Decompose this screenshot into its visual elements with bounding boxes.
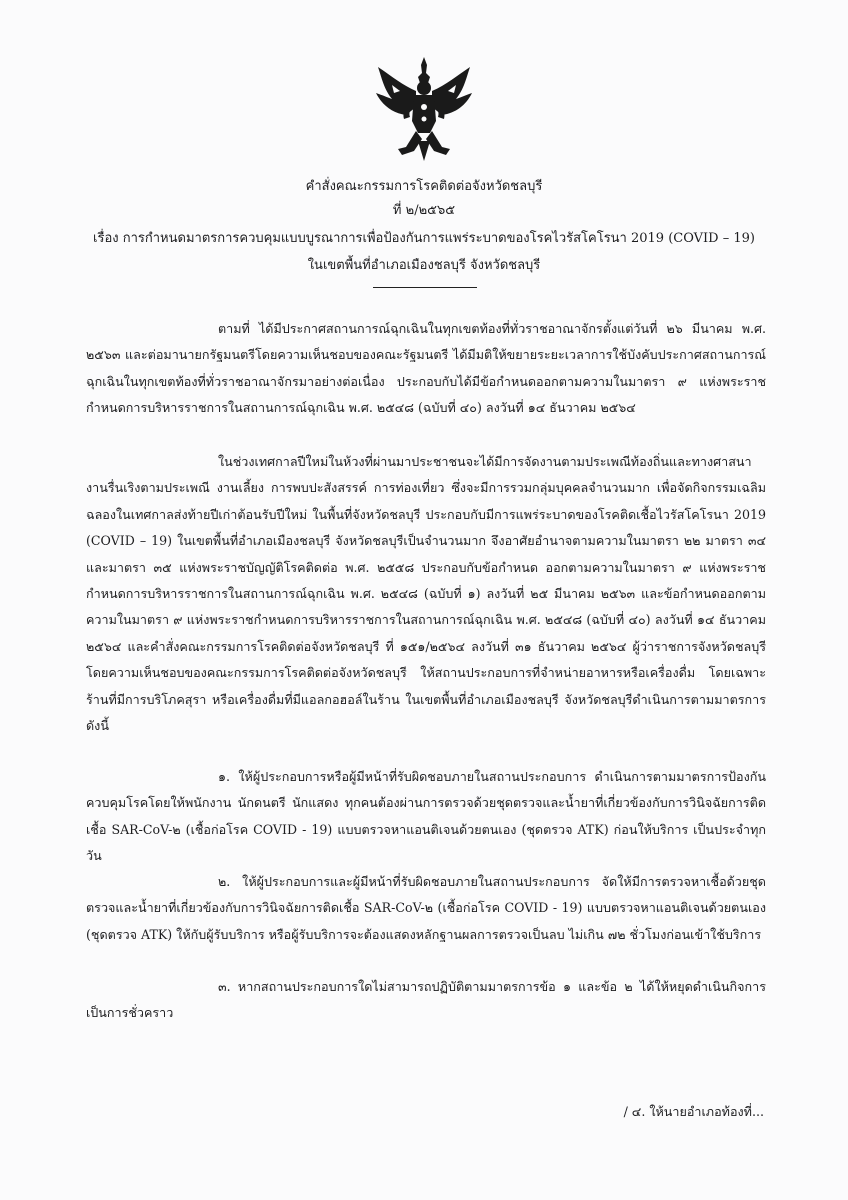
paragraph-2-text: ในช่วงเทศกาลปีใหม่ในห้วงที่ผ่านมาประชาชนจะได้มีการจัดงานตามประเพณีท้องถิ่นและทางศาสนา งานรื่นเริงตามประเพณี งานเลี้ยง การพบปะสังสรรค์ การท่องเที่ยว ซึ่งจะมีการรวมกลุ่มบุคคลจำนวนมาก เพื่อจัดกิจกรรมเฉลิมฉลองในเทศกาลส่งท้ายปีเก่าต้อนรับปีใหม่ ในพื้นที่จังหวัดชลบุรี ประกอบกับมีการแพร่ระบาดของโรคติดเชื้อไวรัสโคโรนา 2019 (COVID – 19) ในเขตพื้นที่อำเภอเมืองชลบุรี จังหวัดชลบุรีเป็นจำนวนมาก จึงอาศัยอำนาจตามความในมาตรา ๒๒ มาตรา ๓๔ และมาตรา ๓๕ แห่งพระราชบัญญัติโรคติดต่อ พ.ศ. ๒๕๕๘ ประกอบกับข้อกำหนด ออกตามความในมาตรา ๙ แห่งพระราชกำหนดการบริหารราชการในสถานการณ์ฉุกเฉิน พ.ศ. ๒๕๔๘ (ฉบับที่ ๑) ลงวันที่ ๒๕ มีนาคม ๒๕๖๓ และข้อกำหนดออกตามความในมาตรา ๙ แห่งพระราชกำหนดการบริหารราชการในสถานการณ์ฉุกเฉิน พ.ศ. ๒๕๔๘ (ฉบับที่ ๔๐) ลงวันที่ ๑๔ ธันวาคม ๒๕๖๔ และคำสั่งคณะกรรมการโรคติดต่อจังหวัดชลบุรี ที่ ๑๕๑/๒๕๖๔ ลงวันที่ ๓๑ ธันวาคม ๒๕๖๔ ผู้ว่าราชการจังหวัดชลบุรี โดยความเห็นชอบของคณะกรรมการโรคติดต่อจังหวัดชลบุรี ให้สถานประกอบการที่จำหน่ายอาหารหรือเครื่องดื่ม โดยเฉพาะร้านที่มีการบริโภคสุรา หรือเครื่องดื่มที่มีแอลกอฮอล์ในร้าน ในเขตพื้นที่อำเภอเมืองชลบุรี จังหวัดชลบุรีดำเนินการตามมาตรการ ดังนี้ [86, 454, 766, 734]
paragraph-1 [86, 316, 766, 422]
paragraph-2 [86, 449, 766, 739]
garuda-emblem-icon [372, 55, 476, 163]
subject-line-1: เรื่อง การกำหนดมาตรการควบคุมแบบบูรณาการเพื่อป้องกันการแพร่ระบาดของโรคไวรัสโคโรนา 2019 (COVID – 19) [93, 231, 755, 246]
measure-item-2-text: ๒. ให้ผู้ประกอบการและผู้มีหน้าที่รับผิดชอบภายในสถานประกอบการ จัดให้มีการตรวจหาเชื้อด้วยชุดตรวจและน้ำยาที่เกี่ยวข้องกับการวินิจฉัยการติดเชื้อ SAR-CoV-๒ (เชื้อก่อโรค COVID - 19) แบบตรวจหาแอนติเจนด้วยตนเอง (ชุดตรวจ ATK) ให้กับผู้รับบริการ หรือผู้รับบริการจะต้องแสดงหลักฐานผลการตรวจเป็นลบ ไม่เกิน ๗๒ ชั่วโมงก่อนเข้าใช้บริการ [86, 874, 766, 942]
measure-item-2 [86, 869, 766, 948]
measure-item-1-text: ๑. ให้ผู้ประกอบการหรือผู้มีหน้าที่รับผิดชอบภายในสถานประกอบการ ดำเนินการตามมาตรการป้องกันควบคุมโรคโดยให้พนักงาน นักดนตรี นักแสดง ทุกคนต้องผ่านการตรวจด้วยชุดตรวจและน้ำยาที่เกี่ยวข้องกับการวินิจฉัยการติดเชื้อ SAR-CoV-๒ (เชื้อก่อโรค COVID - 19) แบบตรวจหาแอนติเจนด้วยตนเอง (ชุดตรวจ ATK) ก่อนให้บริการ เป็นประจำทุกวัน [86, 769, 766, 864]
subject-line-2: ในเขตพื้นที่อำเภอเมืองชลบุรี จังหวัดชลบุรี [307, 258, 541, 273]
order-number: ที่ ๒/๒๕๖๕ [392, 203, 456, 218]
measure-item-3-text: ๓. หากสถานประกอบการใดไม่สามารถปฏิบัติตามมาตรการข้อ ๑ และข้อ ๒ ได้ให้หยุดดำเนินกิจการเป็นการชั่วคราว [86, 979, 766, 1021]
measure-item-1 [86, 764, 766, 870]
order-title: คำสั่งคณะกรรมการโรคติดต่อจังหวัดชลบุรี [305, 179, 543, 194]
paragraph-1-text: ตามที่ ได้มีประกาศสถานการณ์ฉุกเฉินในทุกเขตท้องที่ทั่วราชอาณาจักรตั้งแต่วันที่ ๒๖ มีนาคม พ.ศ. ๒๕๖๓ และต่อมานายกรัฐมนตรีโดยความเห็นชอบของคณะรัฐมนตรี ได้มีมติให้ขยายระยะเวลาการใช้บังคับประกาศสถานการณ์ฉุกเฉินในทุกเขตท้องที่ทั่วราชอาณาจักรมาอย่างต่อเนื่อง ประกอบกับได้มีข้อกำหนดออกตามความในมาตรา ๙ แห่งพระราชกำหนดการบริหารราชการในสถานการณ์ฉุกเฉิน พ.ศ. ๒๕๔๘ (ฉบับที่ ๔๐) ลงวันที่ ๑๔ ธันวาคม ๒๕๖๔ [86, 321, 766, 416]
measure-item-3 [86, 974, 766, 1027]
page-continuation: / ๔. ให้นายอำเภอท้องที่... [623, 1104, 764, 1119]
title-divider [373, 287, 477, 288]
